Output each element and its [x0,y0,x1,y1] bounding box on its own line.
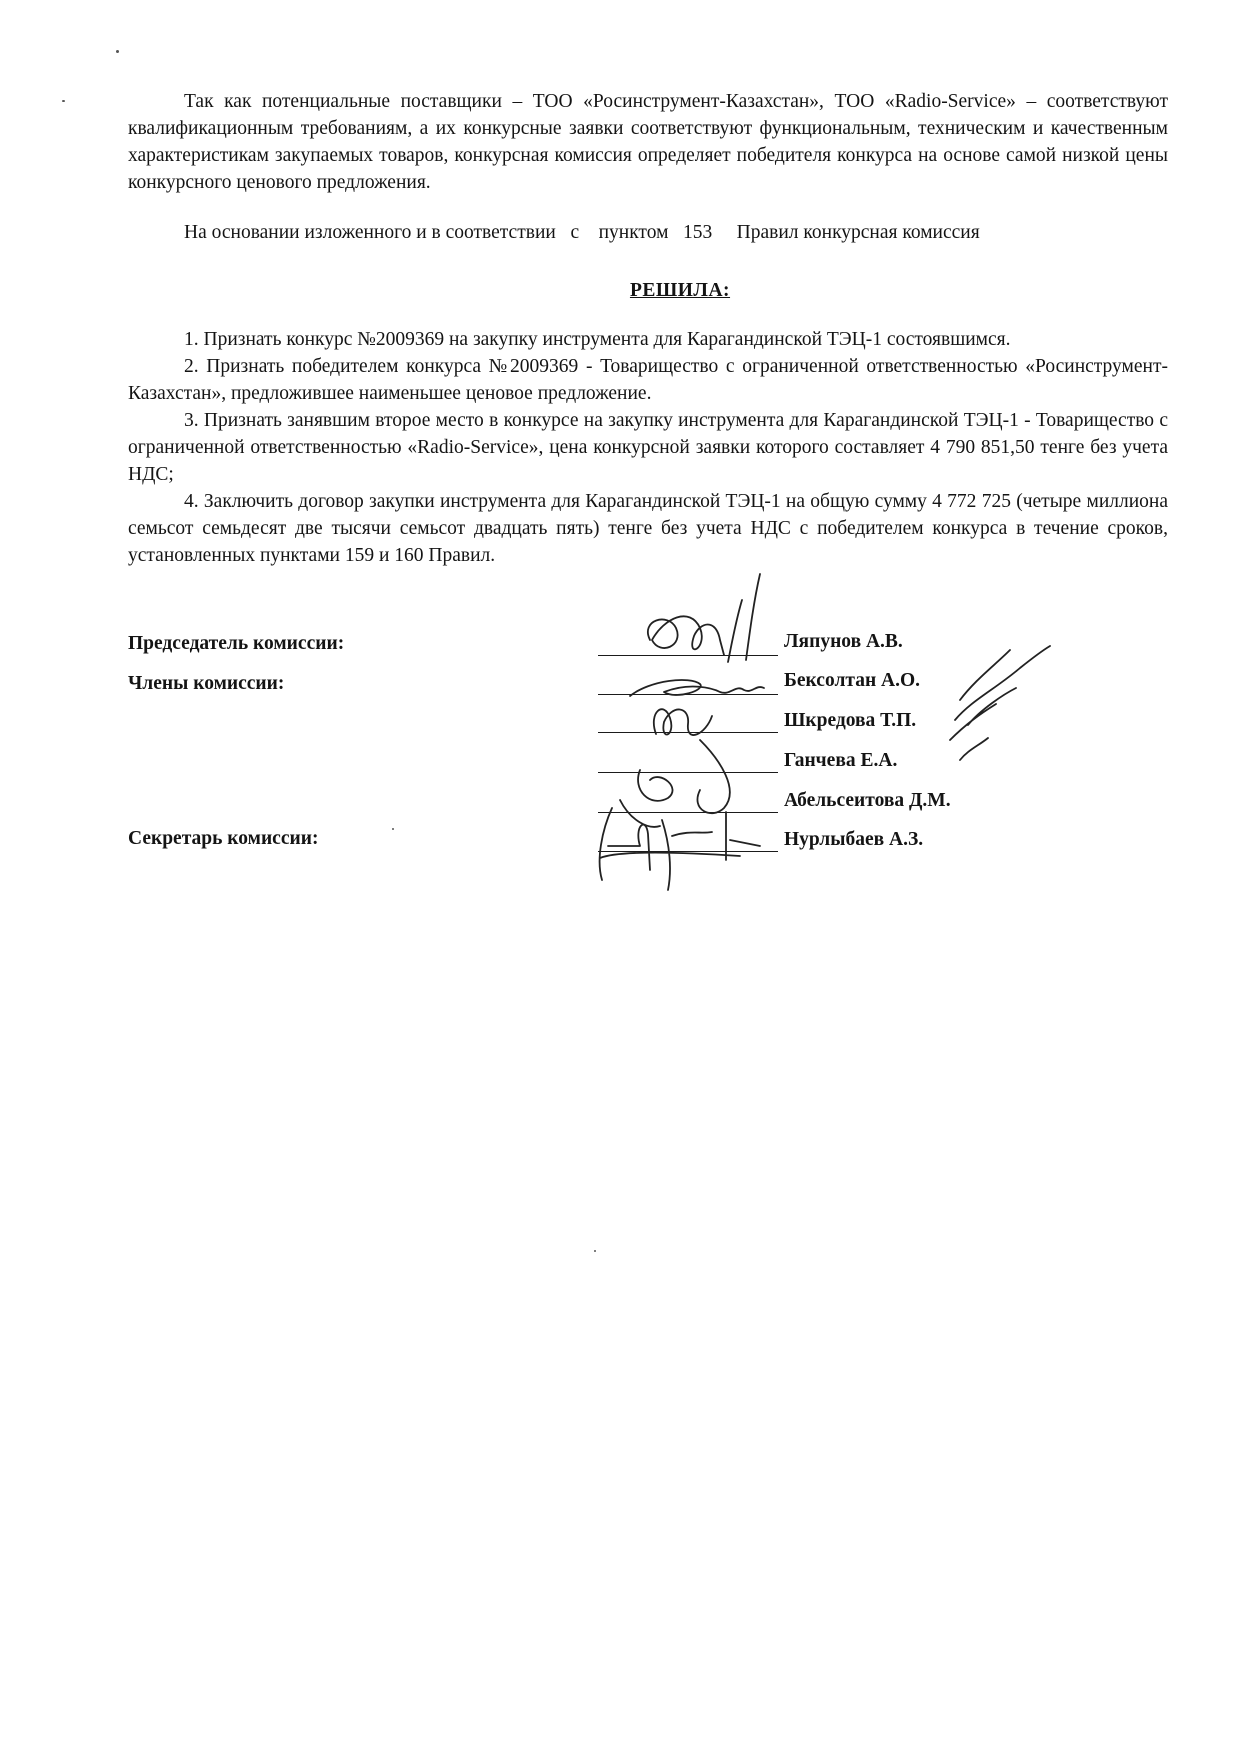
decision-heading: РЕШИЛА: [629,280,731,301]
signature-ganchev [620,770,673,827]
signature-line [598,772,778,773]
signature-line [598,694,778,695]
basis-line: На основании изложенного и в соответствии с пунктом 153 Правил конкурсная комиссия [184,222,980,243]
scan-speck [392,828,394,830]
signature-line [598,655,778,656]
signature-lyapunov [648,574,760,662]
signatory-name: Ляпунов А.В. [784,631,903,652]
chairman-label: Председатель комиссии: [128,633,345,654]
signature-line [598,812,778,813]
scan-speck [116,50,119,53]
intro-paragraph: Так как потенциальные поставщики – ТОО «Росинструмент-Казахстан», ТОО «Radio-Service» – соответствуют квалификационным требованиям, а их конкурсные заявки соответствуют функциональным, техническим и качественным характеристикам закупаемых товаров, конкурсная комиссия определяет победителя конкурса на основе самой низкой цены конкурсного ценового предложения. [128,91,1168,193]
signatory-name: Абельсеитова Д.М. [784,790,951,811]
decision-item-1: 1. Признать конкурс №2009369 на закупку инструмента для Карагандинской ТЭЦ-1 состоявшимся. [184,329,1011,350]
signature-stamp-scribble [950,646,1050,760]
signatory-name: Ганчева Е.А. [784,750,898,771]
signature-shkredova [654,709,730,813]
signature-line [598,851,778,852]
decision-item-4: 4. Заключить договор закупки инструмента для Карагандинской ТЭЦ-1 на общую сумму 4 772 725 (четыре миллиона семьсот семьдесят две тысячи семьсот двадцать пять) тенге без учета НДС с победителем конкурса в течение сроков, установленных пунктами 159 и 160 Правил. [128,491,1168,566]
signatory-name: Нурлыбаев А.З. [784,829,924,850]
decision-item-2: 2. Признать победителем конкурса №2009369 - Товарищество с ограниченной ответственностью «Росинструмент-Казахстан», предложившее наименьшее ценовое предложение. [128,356,1168,404]
scan-speck [594,1250,596,1252]
decision-item-3: 3. Признать занявшим второе место в конкурсе на закупку инструмента для Карагандинской ТЭЦ-1 - Товарищество с ограниченной ответственностью «Radio-Service», цена конкурсной заявки которого составляет 4 790 851,50 тенге без учета НДС; [128,410,1168,485]
members-label: Члены комиссии: [128,673,285,694]
secretary-label: Секретарь комиссии: [128,828,319,849]
signature-line [598,732,778,733]
signature-nurlybaev [600,808,760,890]
signatory-name: Бексолтан А.О. [784,670,921,691]
scan-speck [62,100,65,102]
signatory-name: Шкредова Т.П. [784,710,917,731]
